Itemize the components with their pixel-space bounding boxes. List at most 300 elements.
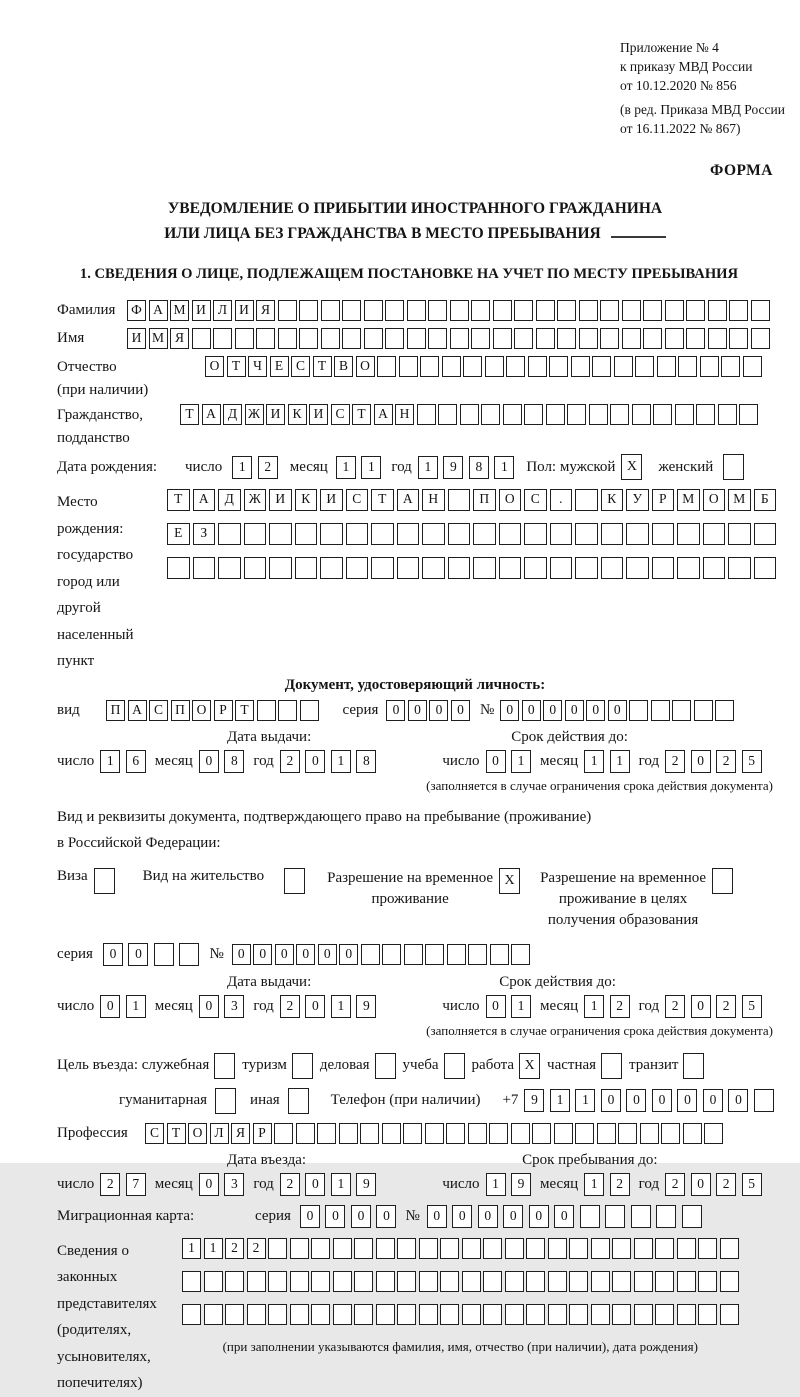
cell[interactable] [728,557,751,579]
cell[interactable] [339,1123,358,1144]
cell[interactable] [471,300,490,321]
cell[interactable] [557,328,576,349]
cell[interactable]: Т [352,404,371,425]
cell[interactable]: 0 [305,995,325,1018]
cell[interactable]: И [320,489,343,511]
cell[interactable] [483,1271,502,1292]
cell[interactable] [677,557,700,579]
cell[interactable] [483,1304,502,1325]
cell[interactable] [225,1271,244,1292]
cell[interactable] [526,1271,545,1292]
cell[interactable]: П [473,489,496,511]
cell[interactable]: 1 [511,750,531,773]
birth-day-boxes[interactable] [232,456,278,479]
cell[interactable] [448,557,471,579]
cell[interactable] [601,557,624,579]
cell[interactable] [290,1271,309,1292]
cell[interactable]: И [235,300,254,321]
cell[interactable] [677,523,700,545]
cell[interactable] [295,523,318,545]
cell[interactable] [376,1304,395,1325]
cell[interactable] [723,454,744,480]
cell[interactable]: 0 [586,700,605,721]
representatives-row2-boxes[interactable] [182,1271,739,1292]
cell[interactable] [354,1238,373,1259]
cell[interactable]: 5 [742,750,762,773]
cell[interactable] [675,404,694,425]
cell[interactable] [729,300,748,321]
cell[interactable]: К [601,489,624,511]
cell[interactable]: И [269,489,292,511]
cell[interactable] [622,300,641,321]
cell[interactable]: С [524,489,547,511]
cell[interactable] [698,1238,717,1259]
cell[interactable] [440,1238,459,1259]
cell[interactable] [361,944,380,965]
cell[interactable]: В [334,356,353,377]
cell[interactable] [754,523,777,545]
cell[interactable]: П [171,700,190,721]
cell[interactable] [524,523,547,545]
cell[interactable] [320,523,343,545]
cell[interactable]: О [188,1123,207,1144]
cell[interactable] [643,328,662,349]
cell[interactable]: М [149,328,168,349]
cell[interactable] [655,1304,674,1325]
cell[interactable]: Р [652,489,675,511]
cell[interactable] [204,1304,223,1325]
cell[interactable] [218,523,241,545]
cell[interactable] [682,1205,702,1228]
cell[interactable] [295,557,318,579]
cell[interactable]: Е [167,523,190,545]
cell[interactable]: Т [180,404,199,425]
cell[interactable]: Н [422,489,445,511]
cell[interactable] [751,328,770,349]
doc-issue-day-boxes[interactable] [100,750,146,773]
cell[interactable]: 2 [247,1238,266,1259]
cell[interactable] [473,523,496,545]
cell[interactable] [580,1205,600,1228]
cell[interactable]: С [149,700,168,721]
cell[interactable] [505,1271,524,1292]
cell[interactable]: 0 [253,944,272,965]
cell[interactable] [661,1123,680,1144]
cell[interactable] [268,1271,287,1292]
residence-permit-checkbox[interactable] [284,868,305,894]
cell[interactable]: 0 [691,750,711,773]
cell[interactable] [704,1123,723,1144]
cell[interactable] [218,557,241,579]
cell[interactable] [728,523,751,545]
cell[interactable]: 9 [443,456,463,479]
cell[interactable]: 6 [126,750,146,773]
cell[interactable] [677,1271,696,1292]
cell[interactable]: 0 [199,750,219,773]
cell[interactable] [526,1304,545,1325]
cell[interactable]: 5 [742,1173,762,1196]
cell[interactable] [715,700,734,721]
cell[interactable] [720,1304,739,1325]
cell[interactable]: 2 [100,1173,120,1196]
cell[interactable] [600,328,619,349]
cell[interactable] [569,1271,588,1292]
cell[interactable] [548,1271,567,1292]
cell[interactable]: 0 [429,700,448,721]
cell[interactable] [739,404,758,425]
cell[interactable]: 1 [126,995,146,1018]
cell[interactable] [256,328,275,349]
cell[interactable]: 2 [716,1173,736,1196]
cell[interactable]: О [356,356,375,377]
cell[interactable] [463,356,482,377]
cell[interactable] [204,1271,223,1292]
doc-type-boxes[interactable] [106,700,319,721]
cell[interactable]: 7 [126,1173,146,1196]
cell[interactable]: 0 [728,1089,748,1112]
cell[interactable] [677,1238,696,1259]
cell[interactable] [420,356,439,377]
cell[interactable] [548,1304,567,1325]
cell[interactable]: 0 [296,944,315,965]
cell[interactable]: О [499,489,522,511]
sex-female-checkbox[interactable] [723,454,744,480]
cell[interactable]: 2 [665,750,685,773]
cell[interactable] [686,300,705,321]
cell[interactable]: 0 [691,995,711,1018]
cell[interactable] [569,1304,588,1325]
cell[interactable]: 0 [652,1089,672,1112]
cell[interactable]: 0 [703,1089,723,1112]
cell[interactable] [708,300,727,321]
cell[interactable] [299,300,318,321]
cell[interactable]: 0 [691,1173,711,1196]
cell[interactable] [311,1304,330,1325]
cell[interactable] [364,300,383,321]
cell[interactable] [428,328,447,349]
cell[interactable] [579,328,598,349]
cell[interactable]: И [309,404,328,425]
cell[interactable]: 2 [610,995,630,1018]
cell[interactable]: Д [223,404,242,425]
cell[interactable] [268,1238,287,1259]
cell[interactable] [499,557,522,579]
cell[interactable]: 9 [356,995,376,1018]
cell[interactable] [579,300,598,321]
stay-year-boxes[interactable] [665,1173,762,1196]
cell[interactable]: О [205,356,224,377]
migration-series-boxes[interactable] [300,1205,397,1228]
cell[interactable]: О [192,700,211,721]
cell[interactable] [548,1238,567,1259]
cell[interactable]: 0 [300,1205,320,1228]
cell[interactable]: 0 [408,700,427,721]
cell[interactable]: 8 [224,750,244,773]
cell[interactable]: О [703,489,726,511]
cell[interactable] [612,1238,631,1259]
name-boxes[interactable] [127,328,770,349]
cell[interactable]: 1 [331,1173,351,1196]
residence-issue-day-boxes[interactable] [100,995,146,1018]
cell[interactable] [419,1271,438,1292]
cell[interactable] [505,1238,524,1259]
cell[interactable]: С [291,356,310,377]
cell[interactable] [440,1304,459,1325]
cell[interactable]: 1 [331,750,351,773]
cell[interactable]: 8 [356,750,376,773]
cell[interactable] [278,700,297,721]
cell[interactable]: 0 [103,943,123,966]
cell[interactable] [601,1053,622,1079]
cell[interactable] [546,404,565,425]
cell[interactable] [213,328,232,349]
cell[interactable]: С [145,1123,164,1144]
cell[interactable] [460,404,479,425]
cell[interactable]: 1 [584,750,604,773]
purpose-business-checkbox[interactable] [375,1053,396,1079]
cell[interactable] [591,1271,610,1292]
cell[interactable]: 9 [524,1089,544,1112]
entry-month-boxes[interactable] [199,1173,245,1196]
cell[interactable]: 9 [511,1173,531,1196]
cell[interactable] [635,356,654,377]
cell[interactable] [591,1238,610,1259]
cell[interactable] [182,1271,201,1292]
cell[interactable]: 0 [232,944,251,965]
cell[interactable]: X [621,454,642,480]
cell[interactable]: А [374,404,393,425]
cell[interactable]: 0 [601,1089,621,1112]
cell[interactable]: 0 [351,1205,371,1228]
cell[interactable]: 1 [575,1089,595,1112]
cell[interactable] [629,700,648,721]
residence-valid-day-boxes[interactable] [486,995,532,1018]
cell[interactable]: 2 [716,995,736,1018]
cell[interactable]: . [550,489,573,511]
cell[interactable] [397,1238,416,1259]
cell[interactable] [225,1304,244,1325]
cell[interactable] [425,1123,444,1144]
cell[interactable] [268,1304,287,1325]
cell[interactable] [299,328,318,349]
cell[interactable] [444,1053,465,1079]
doc-valid-year-boxes[interactable] [665,750,762,773]
cell[interactable] [385,300,404,321]
cell[interactable] [269,523,292,545]
cell[interactable] [592,356,611,377]
cell[interactable] [536,300,555,321]
cell[interactable] [718,404,737,425]
cell[interactable]: М [677,489,700,511]
cell[interactable]: 2 [665,995,685,1018]
cell[interactable] [712,868,733,894]
birthplace-row3-boxes[interactable] [167,557,776,579]
cell[interactable] [244,557,267,579]
cell[interactable] [333,1304,352,1325]
cell[interactable]: 0 [486,995,506,1018]
cell[interactable] [468,944,487,965]
sex-male-checkbox[interactable] [621,454,642,480]
cell[interactable]: 0 [486,750,506,773]
cell[interactable] [694,700,713,721]
cell[interactable]: 0 [199,1173,219,1196]
cell[interactable] [511,944,530,965]
cell[interactable] [284,868,305,894]
cell[interactable] [360,1123,379,1144]
cell[interactable]: Д [218,489,241,511]
cell[interactable] [643,300,662,321]
doc-valid-month-boxes[interactable] [584,750,630,773]
cell[interactable]: 1 [336,456,356,479]
doc-issue-year-boxes[interactable] [280,750,377,773]
cell[interactable] [483,1238,502,1259]
cell[interactable] [417,404,436,425]
cell[interactable]: Ж [245,404,264,425]
cell[interactable] [471,328,490,349]
cell[interactable]: 0 [451,700,470,721]
purpose-humanitarian-checkbox[interactable] [215,1088,236,1114]
cell[interactable]: 0 [626,1089,646,1112]
migration-number-boxes[interactable] [427,1205,702,1228]
cell[interactable]: А [128,700,147,721]
purpose-transit-checkbox[interactable] [683,1053,704,1079]
cell[interactable]: 1 [550,1089,570,1112]
cell[interactable] [567,404,586,425]
cell[interactable]: 1 [204,1238,223,1259]
cell[interactable] [346,557,369,579]
cell[interactable]: 0 [100,995,120,1018]
cell[interactable] [154,943,174,966]
entry-year-boxes[interactable] [280,1173,377,1196]
cell[interactable]: А [149,300,168,321]
entry-day-boxes[interactable] [100,1173,146,1196]
cell[interactable]: 1 [494,456,514,479]
cell[interactable] [485,356,504,377]
cell[interactable] [333,1271,352,1292]
cell[interactable]: З [193,523,216,545]
cell[interactable] [686,328,705,349]
cell[interactable]: А [193,489,216,511]
cell[interactable]: Т [167,489,190,511]
cell[interactable] [377,356,396,377]
cell[interactable]: 1 [610,750,630,773]
cell[interactable] [575,489,598,511]
cell[interactable] [354,1271,373,1292]
cell[interactable] [446,1123,465,1144]
birthplace-row1-boxes[interactable] [167,489,776,511]
cell[interactable] [554,1123,573,1144]
cell[interactable] [407,328,426,349]
cell[interactable]: М [170,300,189,321]
cell[interactable] [622,328,641,349]
cell[interactable] [447,944,466,965]
cell[interactable] [247,1304,266,1325]
cell[interactable] [376,1271,395,1292]
residence-valid-month-boxes[interactable] [584,995,630,1018]
cell[interactable] [655,1238,674,1259]
cell[interactable]: 3 [224,995,244,1018]
cell[interactable] [288,1088,309,1114]
cell[interactable] [698,1304,717,1325]
cell[interactable] [652,523,675,545]
cell[interactable] [399,356,418,377]
cell[interactable] [333,1238,352,1259]
cell[interactable] [665,300,684,321]
cell[interactable]: С [331,404,350,425]
cell[interactable] [696,404,715,425]
cell[interactable]: 0 [565,700,584,721]
cell[interactable] [721,356,740,377]
cell[interactable] [729,328,748,349]
cell[interactable] [493,328,512,349]
purpose-official-checkbox[interactable] [214,1053,235,1079]
cell[interactable]: 1 [418,456,438,479]
cell[interactable]: 0 [305,1173,325,1196]
cell[interactable]: 1 [584,995,604,1018]
cell[interactable] [720,1238,739,1259]
cell[interactable] [499,523,522,545]
cell[interactable]: И [192,300,211,321]
cell[interactable]: Л [210,1123,229,1144]
cell[interactable] [656,1205,676,1228]
cell[interactable]: Р [253,1123,272,1144]
cell[interactable]: 2 [280,750,300,773]
cell[interactable]: 0 [543,700,562,721]
cell[interactable]: 1 [100,750,120,773]
cell[interactable] [296,1123,315,1144]
cell[interactable] [346,523,369,545]
cell[interactable]: 0 [522,700,541,721]
surname-boxes[interactable] [127,300,770,321]
cell[interactable] [653,404,672,425]
cell[interactable]: 0 [325,1205,345,1228]
cell[interactable]: 1 [232,456,252,479]
cell[interactable]: Р [214,700,233,721]
cell[interactable] [481,404,500,425]
cell[interactable]: М [728,489,751,511]
cell[interactable] [612,1304,631,1325]
visa-checkbox[interactable] [94,868,115,894]
cell[interactable] [605,1205,625,1228]
cell[interactable] [743,356,762,377]
cell[interactable] [300,700,319,721]
cell[interactable] [342,328,361,349]
cell[interactable] [489,1123,508,1144]
cell[interactable] [462,1238,481,1259]
cell[interactable] [665,328,684,349]
birth-month-boxes[interactable] [336,456,382,479]
cell[interactable] [422,523,445,545]
doc-valid-day-boxes[interactable] [486,750,532,773]
cell[interactable]: 0 [275,944,294,965]
residence-issue-year-boxes[interactable] [280,995,377,1018]
purpose-private-checkbox[interactable] [601,1053,622,1079]
purpose-tourism-checkbox[interactable] [292,1053,313,1079]
cell[interactable] [612,1271,631,1292]
cell[interactable] [235,328,254,349]
cell[interactable] [382,1123,401,1144]
cell[interactable] [632,404,651,425]
cell[interactable] [618,1123,637,1144]
cell[interactable]: И [266,404,285,425]
cell[interactable] [419,1238,438,1259]
cell[interactable]: Т [235,700,254,721]
cell[interactable] [591,1304,610,1325]
temp-residence-checkbox[interactable] [499,868,520,894]
cell[interactable] [569,1238,588,1259]
cell[interactable] [214,1053,235,1079]
cell[interactable]: П [106,700,125,721]
